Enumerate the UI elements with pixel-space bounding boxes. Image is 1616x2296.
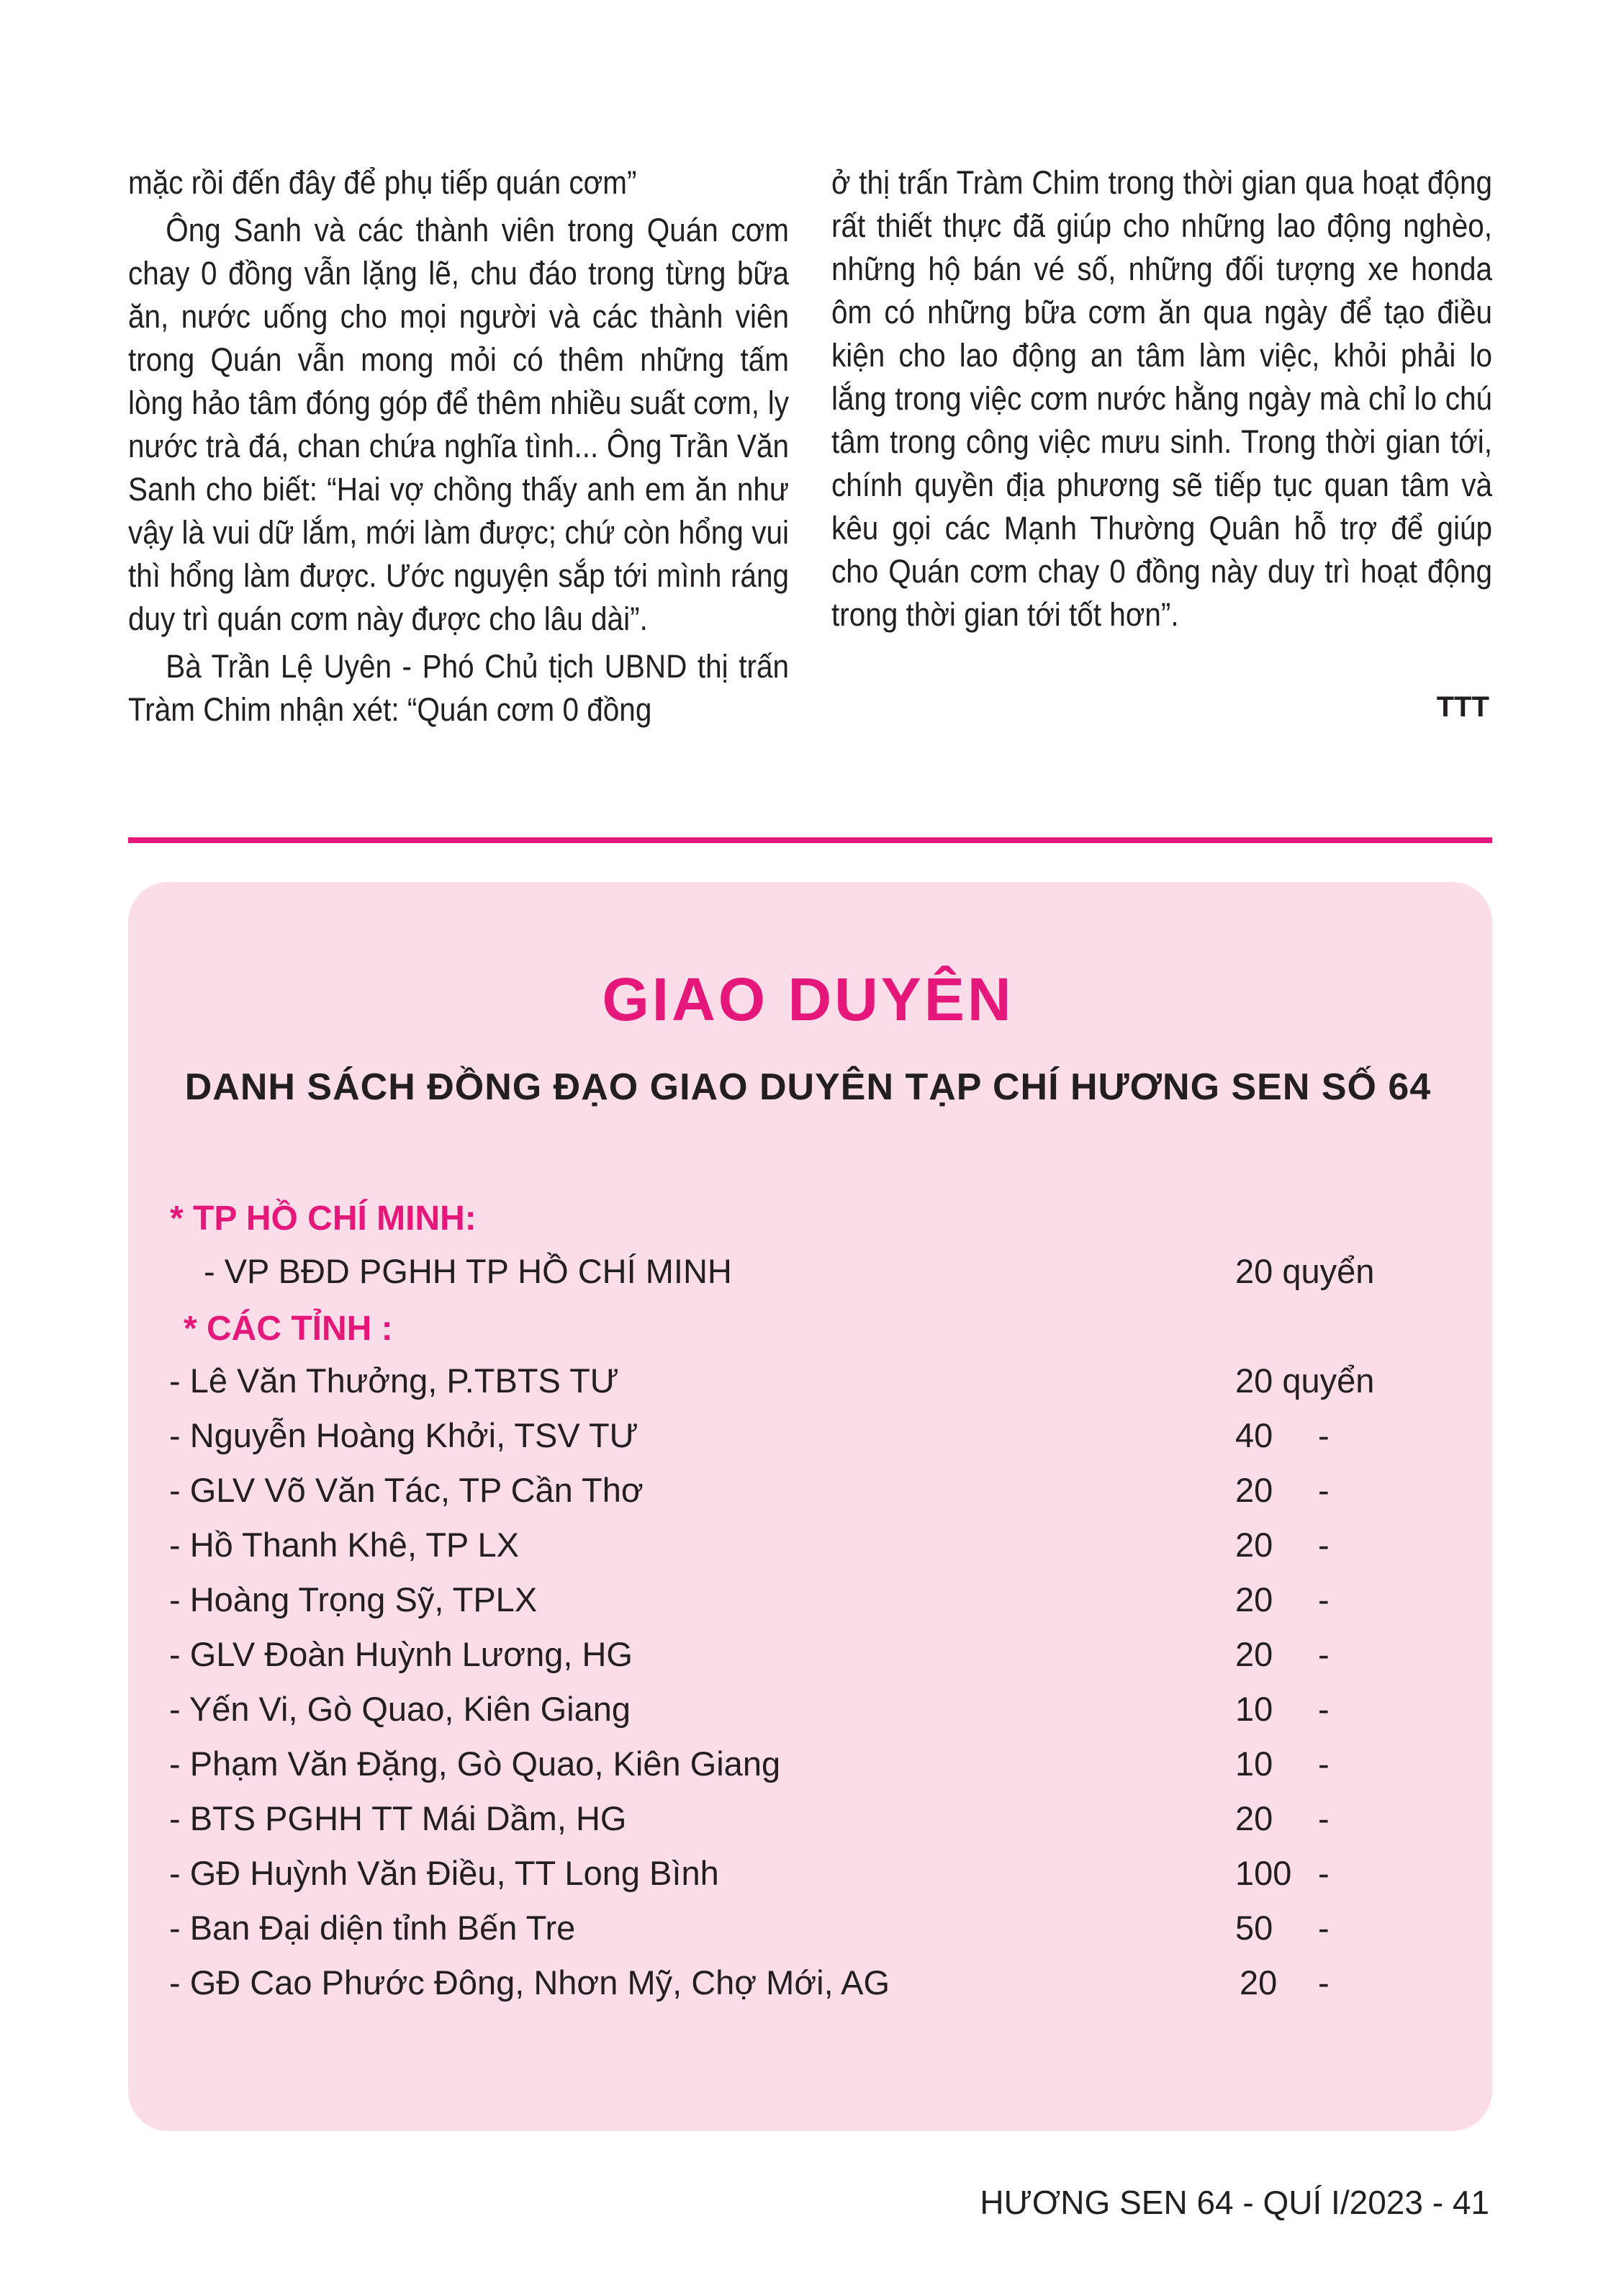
list-item	[0, 1853, 1616, 1908]
list-item	[0, 1634, 1616, 1689]
donor-quantity: 20	[1235, 1526, 1273, 1564]
donor-name: - Ban Đại diện tỉnh Bến Tre	[169, 1909, 576, 1947]
donor-quantity: 20 quyển	[1235, 1252, 1375, 1290]
list-item	[0, 1689, 1616, 1744]
donor-quantity-unit: -	[1318, 1471, 1330, 1509]
donor-quantity-unit: -	[1318, 1963, 1330, 2002]
donor-name: - Yến Vi, Gò Quao, Kiên Giang	[169, 1690, 631, 1728]
donor-quantity-unit: -	[1318, 1690, 1330, 1728]
article-paragraph: mặc rồi đến đây để phụ tiếp quán cơm”	[128, 164, 637, 201]
article-paragraph: ở thị trấn Tràm Chim trong thời gian qua hoạt động rất thiết thực đã giúp cho những lao động nghèo, những hộ bán vé số, những đối tượng xe honda ôm có những bữa cơm ăn qua ngày để tạo điều kiện cho lao động an tâm làm việc, khỏi phải lo lắng trong việc cơm nước hằng ngày mà chỉ lo chú tâm trong công việc mưu sinh. Trong thời gian tới, chính quyền địa phương sẽ tiếp tục quan tâm và kêu gọi các Mạnh Thường Quân hỗ trợ để giúp cho Quán cơm chay 0 đồng này duy trì hoạt động trong thời gian tới tốt hơn”.	[831, 164, 1492, 633]
donor-name: - GĐ Huỳnh Văn Điều, TT Long Bình	[169, 1854, 719, 1892]
section-divider	[128, 837, 1492, 843]
donor-quantity: 20	[1235, 1471, 1273, 1509]
section-heading-hcm: * TP HỒ CHÍ MINH:	[170, 1199, 477, 1238]
donor-quantity-unit: -	[1318, 1799, 1330, 1837]
list-item	[0, 1744, 1616, 1798]
donor-name: - GLV Đoàn Huỳnh Lương, HG	[169, 1635, 633, 1673]
list-title: DANH SÁCH ĐỒNG ĐẠO GIAO DUYÊN TẠP CHÍ HƯƠNG SEN SỐ 64	[184, 1066, 1432, 1108]
article-column-right	[831, 161, 1492, 636]
donor-name: - VP BĐD PGHH TP HỒ CHÍ MINH	[204, 1252, 732, 1290]
list-item	[0, 1361, 1616, 1415]
donor-quantity-unit: -	[1318, 1635, 1330, 1673]
donor-quantity-unit: -	[1318, 1854, 1330, 1892]
donor-name: - Hồ Thanh Khê, TP LX	[169, 1526, 519, 1564]
donor-quantity-unit: -	[1318, 1526, 1330, 1564]
article-paragraph: Bà Trần Lệ Uyên - Phó Chủ tịch UBND thị trấn Tràm Chim nhận xét: “Quán cơm 0 đồng	[128, 648, 789, 728]
donor-name: - Lê Văn Thưởng, P.TBTS TƯ	[169, 1361, 619, 1400]
donor-quantity: 20	[1235, 1635, 1273, 1673]
article-column-left	[128, 161, 789, 731]
donor-quantity: 20	[1235, 1580, 1273, 1619]
donor-quantity: 20 quyển	[1235, 1361, 1375, 1400]
article-author: TTT	[1436, 691, 1489, 723]
donor-quantity: 50	[1235, 1909, 1273, 1947]
article-paragraph: Ông Sanh và các thành viên trong Quán cơm chay 0 đồng vẫn lặng lẽ, chu đáo trong từng bữa ăn, nước uống cho mọi người và các thành viên trong Quán vẫn mong mỏi có thêm những tấm lòng hảo tâm đóng góp để thêm nhiều suất cơm, ly nước trà đá, chan chứa nghĩa tình... Ông Trần Văn Sanh cho biết: “Hai vợ chồng thấy anh em ăn như vậy là vui dữ lắm, mới làm được; chứ còn hổng vui thì hổng làm được. Ước nguyện sắp tới mình ráng duy trì quán cơm này được cho lâu dài”.	[128, 212, 789, 637]
donor-quantity: 100	[1235, 1854, 1292, 1892]
list-item	[0, 1963, 1616, 2017]
donor-name: - Phạm Văn Đặng, Gò Quao, Kiên Giang	[169, 1744, 781, 1783]
section-title: GIAO DUYÊN	[602, 965, 1014, 1033]
section-heading-provinces: * CÁC TỈNH :	[184, 1310, 393, 1348]
list-item	[0, 1251, 1616, 1306]
donor-name: - Nguyễn Hoàng Khởi, TSV TƯ	[169, 1416, 638, 1454]
donor-quantity-unit: -	[1318, 1416, 1330, 1454]
donor-quantity: 10	[1235, 1690, 1273, 1728]
page-footer: HƯƠNG SEN 64 - QUÍ I/2023 - 41	[980, 2184, 1489, 2221]
list-item	[0, 1580, 1616, 1634]
list-item	[0, 1525, 1616, 1580]
donor-quantity: 20	[1240, 1963, 1278, 2002]
donor-name: - BTS PGHH TT Mái Dầm, HG	[169, 1799, 627, 1837]
list-item	[0, 1908, 1616, 1963]
list-item	[0, 1470, 1616, 1525]
donor-quantity: 10	[1235, 1744, 1273, 1783]
donor-name: - GĐ Cao Phước Đông, Nhơn Mỹ, Chợ Mới, AG	[169, 1963, 890, 2002]
donor-quantity-unit: -	[1318, 1744, 1330, 1783]
list-item	[0, 1798, 1616, 1853]
donor-quantity: 20	[1235, 1799, 1273, 1837]
donor-quantity-unit: -	[1318, 1580, 1330, 1619]
donor-name: - GLV Võ Văn Tác, TP Cần Thơ	[169, 1471, 644, 1509]
donor-name: - Hoàng Trọng Sỹ, TPLX	[169, 1580, 538, 1619]
list-item	[0, 1415, 1616, 1470]
donor-quantity-unit: -	[1318, 1909, 1330, 1947]
donor-quantity: 40	[1235, 1416, 1273, 1454]
